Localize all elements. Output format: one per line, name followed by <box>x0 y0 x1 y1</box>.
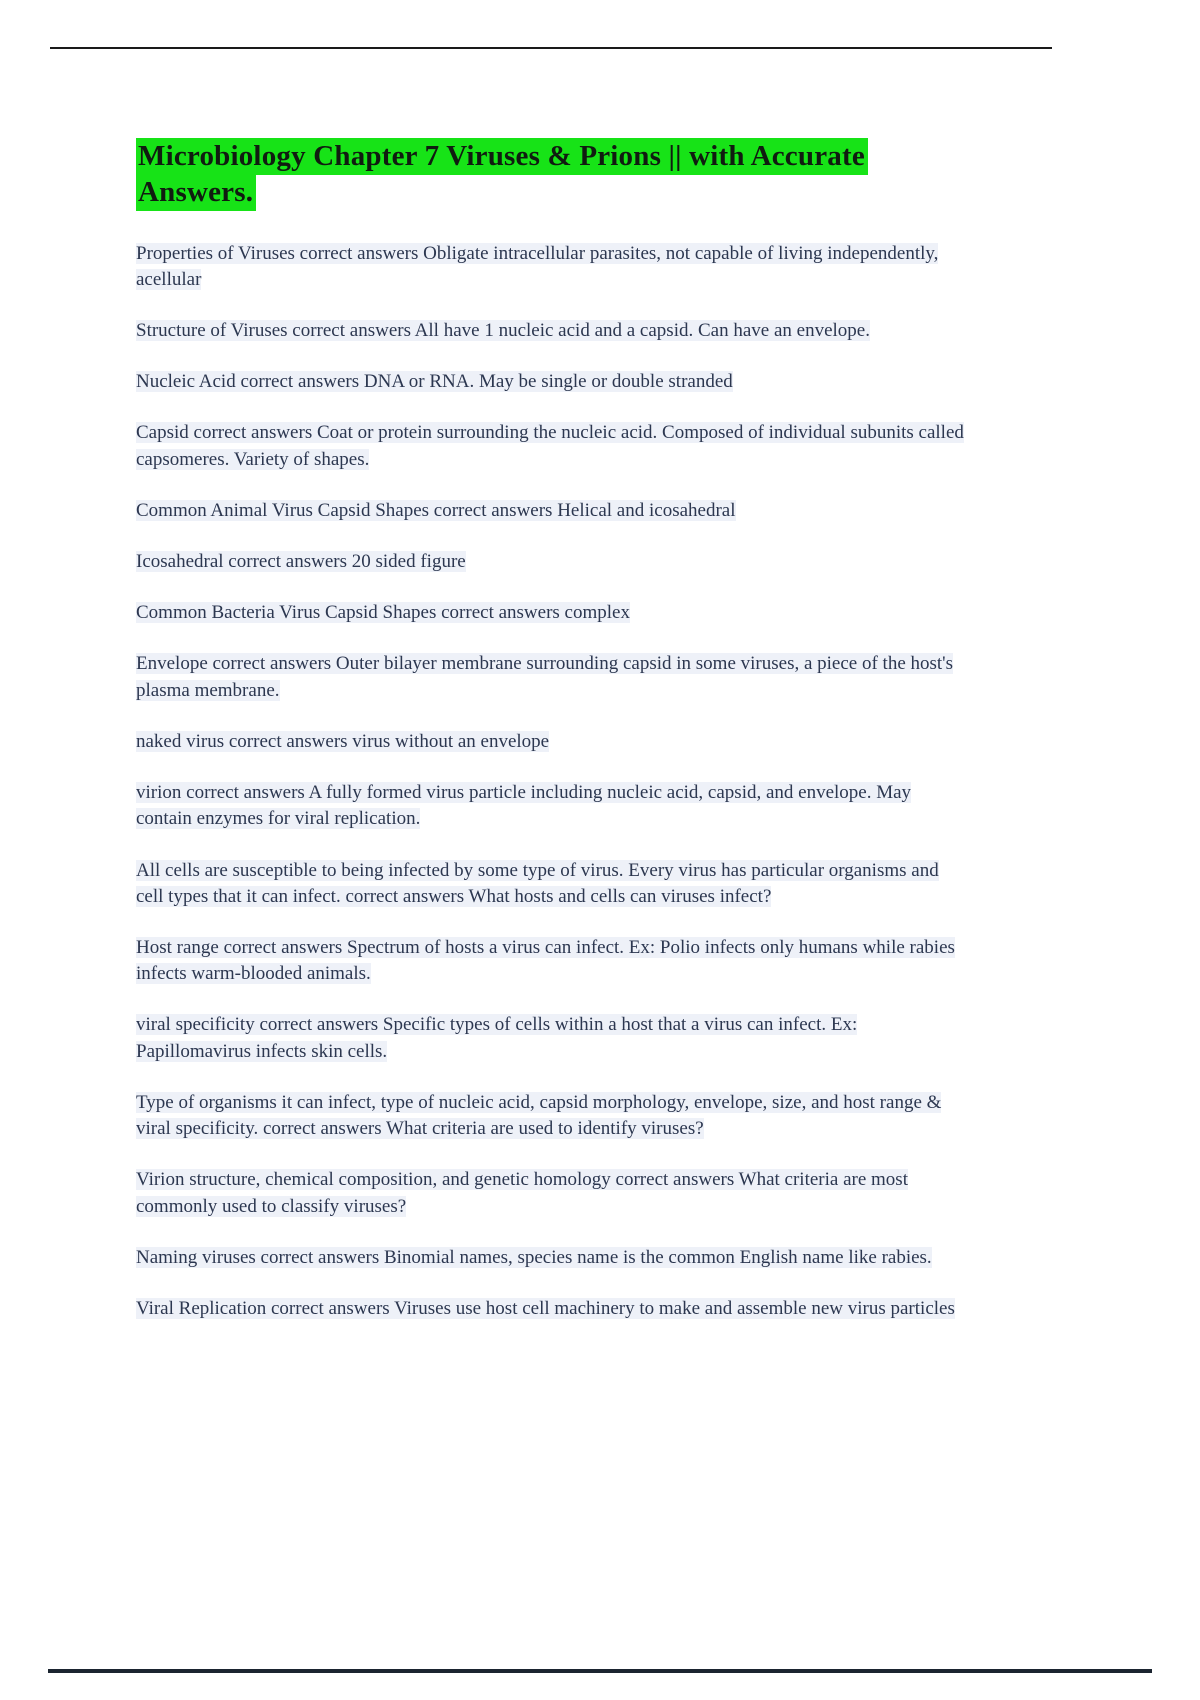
paragraph <box>136 780 968 832</box>
paragraph <box>136 369 968 395</box>
paragraph <box>136 549 968 575</box>
bottom-border-rule <box>48 1669 1152 1673</box>
paragraph-text: Naming viruses correct answers Binomial names, species name is the common English name like rabies. <box>136 1246 932 1268</box>
paragraph-text: Common Bacteria Virus Capsid Shapes correct answers complex <box>136 602 630 624</box>
paragraph <box>136 858 968 910</box>
paragraph-text: virion correct answers A fully formed virus particle including nucleic acid, capsid, and envelope. May contain enzymes for viral replication. <box>136 782 912 830</box>
paragraph-text: naked virus correct answers virus without an envelope <box>136 730 550 752</box>
paragraph-text: Envelope correct answers Outer bilayer membrane surrounding capsid in some viruses, a piece of the host's plasma membrane. <box>136 653 953 701</box>
paragraph-text: viral specificity correct answers Specific types of cells within a host that a virus can infect. Ex: Papillomavirus infects skin cells. <box>136 1014 858 1062</box>
paragraph <box>136 600 968 626</box>
paragraph-text: All cells are susceptible to being infected by some type of virus. Every virus has particular organisms and cell types that it can infect. correct answers What hosts and cells can viruses infect? <box>136 859 939 907</box>
paragraph <box>136 1296 968 1322</box>
paragraph-text: Structure of Viruses correct answers All have 1 nucleic acid and a capsid. Can have an envelope. <box>136 319 870 341</box>
paragraph <box>136 935 968 987</box>
document-content <box>136 138 968 1347</box>
page-title-highlight: Microbiology Chapter 7 Viruses & Prions || with Accurate Answers. <box>136 138 868 211</box>
paragraph-list <box>136 241 968 1323</box>
page-title <box>136 138 968 211</box>
paragraph-text: Icosahedral correct answers 20 sided figure <box>136 551 466 573</box>
paragraph <box>136 420 968 472</box>
paragraph <box>136 651 968 703</box>
paragraph <box>136 1012 968 1064</box>
paragraph <box>136 1090 968 1142</box>
top-border-rule <box>50 47 1052 49</box>
paragraph-text: Virion structure, chemical composition, and genetic homology correct answers What criteria are most commonly used to classify viruses? <box>136 1169 908 1217</box>
paragraph <box>136 729 968 755</box>
paragraph <box>136 498 968 524</box>
paragraph-text: Nucleic Acid correct answers DNA or RNA. May be single or double stranded <box>136 371 733 393</box>
paragraph-text: Host range correct answers Spectrum of hosts a virus can infect. Ex: Polio infects only humans while rabies infects warm-blooded animals. <box>136 937 955 985</box>
paragraph <box>136 1167 968 1219</box>
paragraph <box>136 318 968 344</box>
paragraph-text: Capsid correct answers Coat or protein surrounding the nucleic acid. Composed of individual subunits called capsomeres. Variety of shapes. <box>136 422 964 470</box>
paragraph-text: Viral Replication correct answers Viruses use host cell machinery to make and assemble new virus particles <box>136 1297 955 1319</box>
paragraph <box>136 241 968 293</box>
paragraph-text: Properties of Viruses correct answers Obligate intracellular parasites, not capable of living independently, acellular <box>136 242 939 290</box>
paragraph-text: Type of organisms it can infect, type of nucleic acid, capsid morphology, envelope, size, and host range & viral specificity. correct answers What criteria are used to identify viruses? <box>136 1091 942 1140</box>
paragraph-text: Common Animal Virus Capsid Shapes correct answers Helical and icosahedral <box>136 499 736 521</box>
paragraph <box>136 1245 968 1271</box>
